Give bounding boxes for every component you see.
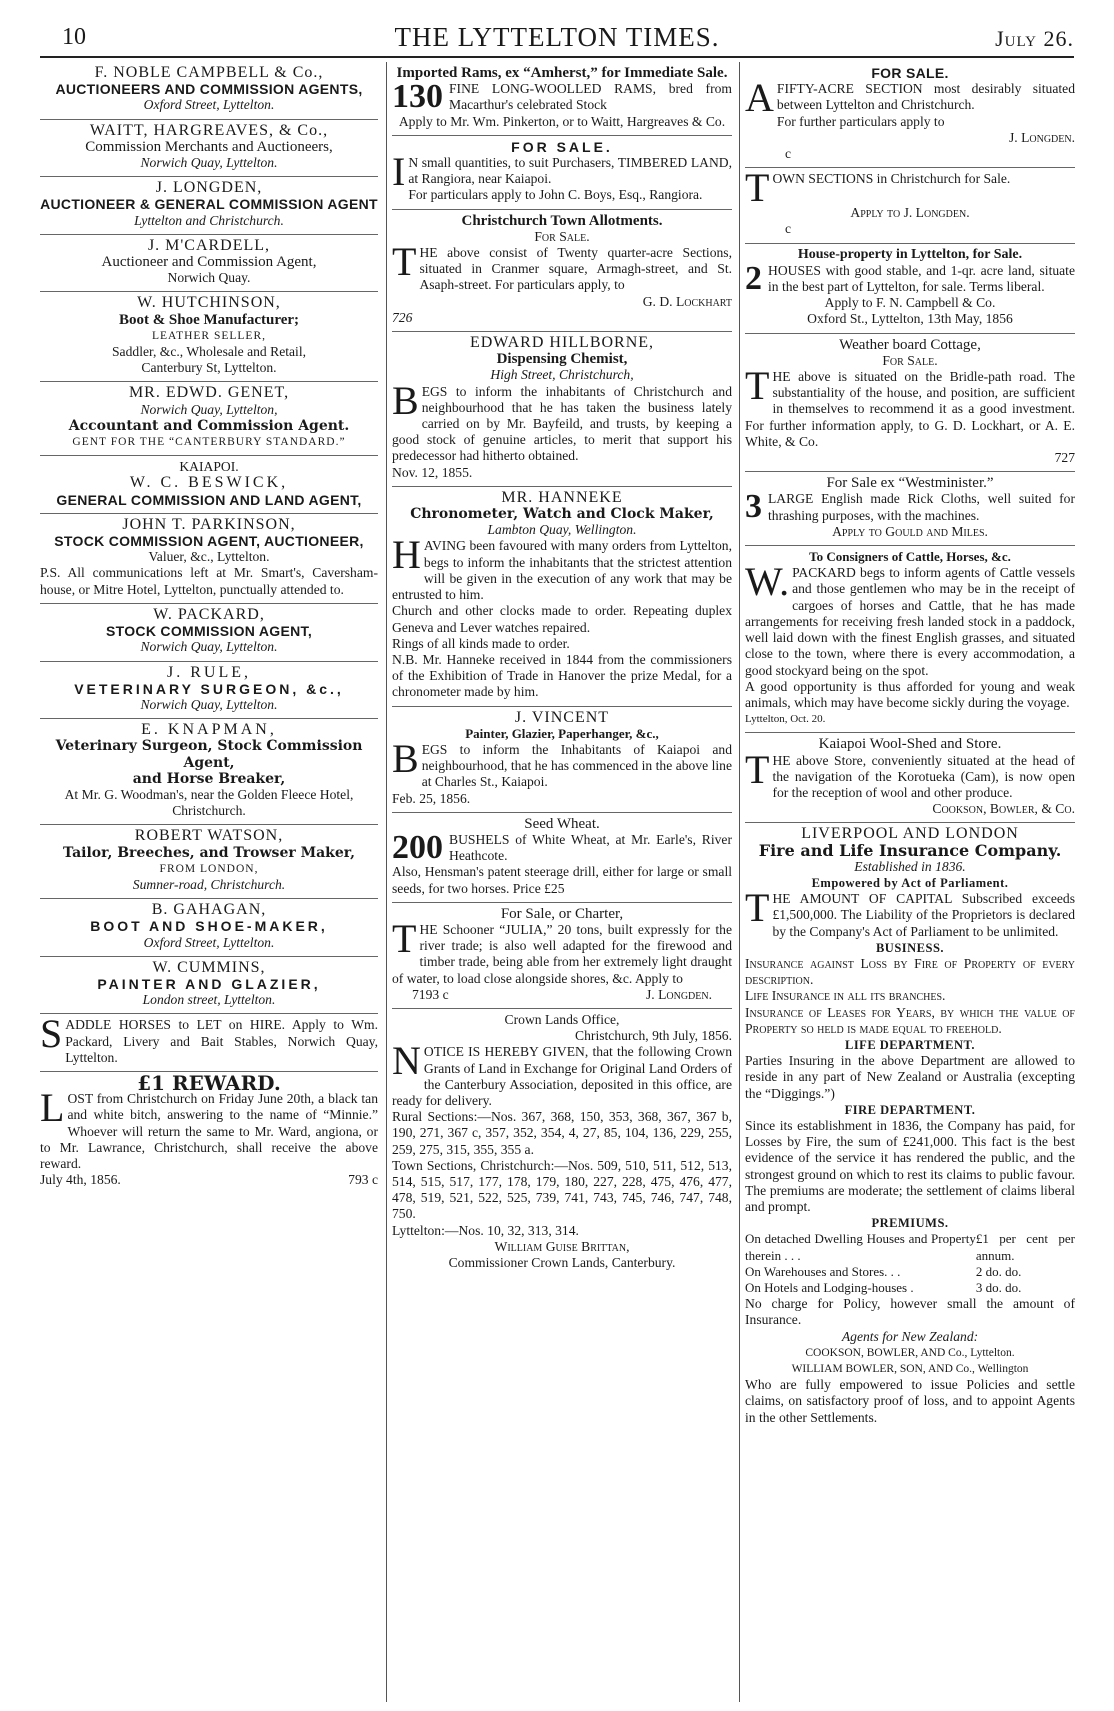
- table-row: [745, 1264, 1075, 1280]
- ad-heading: FOR SALE.: [511, 138, 613, 155]
- ad-name: J. VINCENT: [514, 708, 610, 726]
- ad-body: P.S. All communications left at Mr. Smart's, Caversham-house, or Mitre Hotel, Lyttelton, punctually attended to.: [40, 565, 378, 597]
- ad-number: 726: [392, 309, 413, 325]
- ad-apply: Apply to J. Longden.: [850, 205, 970, 221]
- ad-body: W.PACKARD begs to inform agents of Cattle vessels and those gentlemen who may be in the receipt of cargoes of horses and Cattle, that he has made arrangements for receiving fresh landed stock in a paddock, well laid down with the finest English grasses, and situated close to the town, where there is every accommodation, a good stockyard being on the spot.: [745, 559, 1075, 678]
- ad-name: W. C. BESWICK,: [129, 474, 289, 492]
- column-1: [40, 62, 378, 1193]
- ad-role: Tailor, Breeches, and Trowser Maker,: [62, 844, 356, 861]
- ad-subheading: BUSINESS.: [875, 940, 945, 955]
- premium-rate: £1 per cent per annum.: [975, 1231, 1075, 1263]
- ad-body: FINE LONG-WOOLLED RAMS, bred from Macarthur's celebrated Stock: [449, 81, 732, 113]
- ad-rams: [392, 62, 732, 136]
- ad-line: LEATHER SELLER,: [151, 329, 267, 342]
- ad-bignum: 200: [392, 828, 443, 866]
- ad-apply: For particulars apply to John C. Boys, Esq., Rangiora.: [408, 187, 703, 203]
- ad-name: J. M'CARDELL,: [147, 236, 271, 254]
- ad-name: MR. EDWD. GENET,: [128, 384, 290, 402]
- ad-insurance: [745, 823, 1075, 1431]
- ad-body: No charge for Policy, however small the amount of Insurance.: [745, 1296, 1075, 1328]
- ad-body: THE above is situated on the Bridle-path road. The substantiality of the house, and position, are sufficient in themselves to recommend it as a good investment. For further information apply, to G. D. Lockhart, or A. E. White, & Co.: [745, 363, 1075, 449]
- ad-address: Norwich Quay.: [167, 270, 251, 286]
- ad-body: BEGS to inform the inhabitants of Christchurch and neighbourhood that he has taken the business lately carried on by Mr. Bayfeild, and trusts, by keeping a good stock of genuine articles, to merit that support his predecessor had hitherto obtained.: [392, 377, 732, 464]
- ad-role: VETERINARY SURGEON, &c.,: [74, 680, 344, 697]
- ad-sub: For Sale.: [534, 228, 590, 244]
- premium-item: On Hotels and Lodging-houses .: [745, 1280, 914, 1296]
- ad-timbered-land: [392, 136, 732, 210]
- ad-name: W. CUMMINS,: [152, 958, 266, 976]
- ad-body: TOWN SECTIONS in Christchurch for Sale.: [745, 165, 1011, 211]
- ad-body: AFIFTY-ACRE SECTION most desirably situated between Lyttelton and Christchurch.: [745, 75, 1075, 121]
- ad-body: A good opportunity is thus afforded for young and weak animals, which may have become sickly during the voyage.: [745, 678, 1075, 710]
- premium-rate: 3 do. do.: [975, 1280, 1022, 1296]
- ad-body: Lyttelton:—Nos. 10, 32, 313, 314.: [392, 1222, 579, 1238]
- ad-address: Norwich Quay, Lyttelton.: [140, 696, 278, 712]
- ad-body: LARGE English made Rick Cloths, well suited for thrashing purposes, with the machines.: [768, 491, 1075, 523]
- ad-bignum: 3: [745, 488, 762, 526]
- ad-subheading: PREMIUMS.: [871, 1216, 949, 1231]
- ad-body: Church and other clocks made to order. Repeating duplex Geneva and Lever watches repaired.: [392, 603, 732, 635]
- table-row: [745, 1280, 1075, 1296]
- page-number: 10: [62, 24, 86, 50]
- ad-bignum: 2: [745, 259, 762, 297]
- ad-date: Christchurch, 9th July, 1856.: [575, 1028, 732, 1044]
- ad-line: Established in 1836.: [854, 858, 966, 874]
- ad-body: Life Insurance in all its branches.: [745, 988, 946, 1004]
- ad-body: Who are fully empowered to issue Policies and settle claims, on satisfactory proof of loss, and to appoint Agents in the other Settlements.: [745, 1377, 1075, 1425]
- ad-genet: [40, 382, 378, 456]
- ad-number: 793 c: [348, 1172, 378, 1188]
- masthead-rule: [40, 56, 1074, 58]
- ad-mcardell: [40, 235, 378, 293]
- column-rule-2: [739, 62, 740, 1702]
- ad-line: GENT FOR THE “CANTERBURY STANDARD.”: [72, 436, 346, 449]
- ad-address: Lambton Quay, Wellington.: [487, 522, 637, 538]
- ad-body: BUSHELS of White Wheat, at Mr. Earle's, River Heathcote.: [449, 831, 732, 864]
- ad-address: Sumner-road, Christchurch.: [132, 876, 286, 892]
- ad-rule: [40, 662, 378, 720]
- ad-cummins: [40, 957, 378, 1015]
- ad-agent: COOKSON, BOWLER, AND Co., Lyttelton.: [805, 1346, 1015, 1359]
- ad-role: STOCK COMMISSION AGENT, AUCTIONEER,: [54, 533, 364, 550]
- ad-mark: c: [785, 221, 792, 237]
- ad-body: Town Sections, Christchurch:—Nos. 509, 510, 511, 512, 513, 514, 515, 517, 177, 178, 179, 180, 227, 228, 475, 476, 477, 478, 519, 521, 522, 525, 739, 741, 743, 745, 746, 747, 748, 750.: [392, 1157, 732, 1222]
- ad-body: Parties Insuring in the above Department are allowed to reside in any part of New Zealand or Australia (excepting the “Diggings.”): [745, 1053, 1075, 1101]
- ad-body: THE above Store, conveniently situated at the head of the navigation of the Korotueka (Cam), is now open for the reception of wool and other produce.: [745, 746, 1075, 800]
- premium-rate: 2 do. do.: [975, 1263, 1022, 1279]
- ad-heading: £1 REWARD.: [137, 1070, 281, 1095]
- ad-body: THE AMOUNT OF CAPITAL Subscribed exceeds £1,500,000. The Liability of the Proprietors is declared by the Company's Act of Parliament to be unlimited.: [745, 885, 1075, 939]
- ad-line: Empowered by Act of Parliament.: [811, 875, 1009, 890]
- ad-heading: Imported Rams, ex “Amherst,” for Immediate Sale.: [396, 65, 728, 81]
- ad-westminster: [745, 472, 1075, 546]
- ad-parkinson: [40, 514, 378, 604]
- ad-woolshed: [745, 733, 1075, 823]
- ad-town-sections: [745, 165, 1075, 243]
- ad-body: THE above consist of Twenty quarter-acre Sections, situated in Cranmer square, Armagh-street, and St. Asaph-street. For particulars apply, to: [392, 239, 732, 293]
- ad-body: SADDLE HORSES to LET on HIRE. Apply to Wm. Packard, Livery and Bait Stables, Norwich Quay, Lyttelton.: [40, 1011, 378, 1065]
- ad-gahagan: [40, 899, 378, 957]
- ad-body: Insurance against Loss by Fire of Property of every description.: [745, 955, 1075, 988]
- ad-body: BEGS to inform the Inhabitants of Kaiapoi and neighbourhood, that he has commenced in the above line at Charles St., Kaiapoi.: [392, 735, 732, 790]
- ad-vincent: [392, 707, 732, 813]
- ad-campbell: [40, 62, 378, 120]
- ad-consigners: [745, 546, 1075, 733]
- ad-address: Norwich Quay, Lyttelton,: [140, 401, 278, 417]
- ad-date: Lyttelton, Oct. 20.: [745, 713, 826, 726]
- ad-heading: Kaiapoi Wool-Shed and Store.: [818, 736, 1002, 753]
- ad-line: FROM LONDON,: [159, 862, 259, 875]
- ad-date: Nov. 12, 1855.: [392, 464, 473, 480]
- ad-date: July 4th, 1856.: [40, 1172, 121, 1188]
- ad-footer: [40, 1172, 378, 1188]
- ad-role: BOOT AND SHOE-MAKER,: [90, 918, 328, 935]
- ad-address: Norwich Quay, Lyttelton.: [140, 639, 278, 655]
- column-2: [392, 62, 732, 1276]
- ad-body: HAVING been favoured with many orders from Lyttelton, begs to inform the inhabitants that the strictest attention will be given in the execution of any work that may be entrusted to him.: [392, 532, 732, 603]
- ad-body: LOST from Christchurch on Friday June 20th, a black tan and white bitch, answering to the name of “Minnie.” Whoever will return the same to Mr. Ward, angiona, or to Mr. Lawrance, Christchurch, shall receive the above reward.: [40, 1085, 378, 1171]
- ad-hanneke: [392, 487, 732, 707]
- ad-sign: J. Longden.: [645, 986, 712, 1002]
- ad-name: W. HUTCHINSON,: [137, 294, 281, 312]
- ad-apply: Apply to Mr. Wm. Pinkerton, or to Waitt, Hargreaves & Co.: [398, 113, 726, 129]
- ad-subheading: FIRE DEPARTMENT.: [844, 1102, 976, 1117]
- ad-body: HOUSES with good stable, and 1-qr. acre land, situate in the best part of Lyttelton, for sale. Terms liberal.: [768, 262, 1075, 295]
- ad-heading: Seed Wheat.: [524, 815, 600, 832]
- ad-role: Chronometer, Watch and Clock Maker,: [410, 506, 714, 523]
- ad-apply: For further particulars apply to: [776, 113, 945, 129]
- ad-heading: For Sale, or Charter,: [500, 905, 624, 922]
- ad-bignum: 130: [392, 78, 443, 116]
- ad-apply: Apply to F. N. Campbell & Co.: [824, 295, 996, 311]
- ad-name: WAITT, HARGREAVES, & Co.,: [89, 121, 329, 139]
- ad-heading: House-property in Lyttelton, for Sale.: [797, 246, 1023, 262]
- ad-sign: William Guise Brittan,: [494, 1238, 630, 1254]
- ad-role: Veterinary Surgeon, Stock Commission Agent,: [55, 738, 363, 771]
- ad-place: KAIAPOI.: [179, 459, 239, 475]
- ad-reward: [40, 1072, 378, 1193]
- ad-body: Rings of all kinds made to order.: [392, 635, 570, 651]
- ad-address: Oxford Street, Lyttelton.: [143, 97, 275, 113]
- ad-name: ROBERT WATSON,: [134, 827, 284, 845]
- ad-heading: For Sale ex “Westminister.”: [826, 475, 994, 492]
- ad-office: Crown Lands Office,: [504, 1011, 620, 1027]
- ad-body: N.B. Mr. Hanneke received in 1844 from the commissioners of the Exhibition of Trade in Hanover the prize Medal, for a chronometer made by him.: [392, 651, 732, 700]
- ad-role: Accountant and Commission Agent.: [68, 417, 350, 434]
- ad-line: Agents for New Zealand:: [841, 1328, 979, 1344]
- ad-name: E. KNAPMAN,: [141, 721, 277, 739]
- ad-name: MR. HANNEKE: [501, 488, 623, 506]
- ad-body: Since its establishment in 1836, the Company has paid, for Losses by Fire, the sum of £241,000. This fact is the best evidence of the service it has rendered the public, and the strongest ground on which to rest its claims to public favour. The premiums are moderate; the settlement of claims liberal and prompt.: [745, 1117, 1075, 1214]
- ad-fifty-acre: [745, 62, 1075, 168]
- premium-item: On detached Dwelling Houses and Property therein . . .: [745, 1231, 976, 1263]
- ad-role: AUCTIONEER & GENERAL COMMISSION AGENT: [40, 196, 378, 213]
- ad-address: Lyttelton and Christchurch.: [134, 212, 284, 228]
- ad-crown-lands: [392, 1009, 732, 1276]
- ad-heading: Weather board Cottage,: [839, 336, 981, 353]
- ad-sign: J. Longden.: [1008, 129, 1075, 145]
- ad-heading: FOR SALE.: [871, 65, 949, 81]
- ad-body: THE Schooner “JULIA,” 20 tons, built expressly for the river trade; is also well adapted for the firewood and timber trade, being able from her extremely light draught of water, to load close alongside shores, &c. Apply to: [392, 915, 732, 986]
- column-3: [745, 62, 1075, 1431]
- masthead: [40, 20, 1074, 60]
- ad-watson: [40, 825, 378, 899]
- table-row: [745, 1231, 1075, 1263]
- ad-mark: c: [785, 146, 792, 162]
- ad-address: Canterbury St, Lyttelton.: [141, 360, 277, 376]
- ad-role: PAINTER AND GLAZIER,: [97, 975, 321, 992]
- newspaper-title: THE LYTTELTON TIMES.: [394, 22, 720, 52]
- ad-hillborne: [392, 332, 732, 487]
- ad-role: Boot & Shoe Manufacturer;: [118, 311, 300, 328]
- ad-body: Rural Sections:—Nos. 367, 368, 150, 353, 368, 367, 367 b, 190, 271, 367 c, 357, 352, 354, 4, 27, 85, 104, 136, 229, 255, 259, 275, 315, 355, 355 a.: [392, 1109, 732, 1157]
- ad-heading: Christchurch Town Allotments.: [461, 212, 663, 229]
- ad-subheading: LIFE DEPARTMENT.: [844, 1037, 976, 1052]
- ad-address: London street, Lyttelton.: [142, 992, 276, 1008]
- ad-name: EDWARD HILLBORNE,: [469, 334, 655, 352]
- ad-role: Commission Merchants and Auctioneers,: [85, 138, 333, 155]
- ad-name: Fire and Life Insurance Company.: [758, 840, 1062, 860]
- ad-hutchinson: [40, 292, 378, 382]
- ad-sign: G. D. Lockhart: [642, 293, 732, 309]
- premium-item: On Warehouses and Stores. . .: [745, 1263, 901, 1279]
- issue-date: July 26.: [995, 26, 1074, 51]
- ad-knapman: [40, 719, 378, 825]
- ad-address: Oxford St., Lyttelton, 13th May, 1856: [807, 311, 1013, 327]
- ad-packard: [40, 604, 378, 662]
- ad-seed-wheat: [392, 813, 732, 903]
- ad-number: 7193 c: [412, 986, 449, 1002]
- ad-date: Feb. 25, 1856.: [392, 790, 471, 806]
- ad-role: Dispensing Chemist,: [496, 351, 628, 368]
- ad-heading: To Consigners of Cattle, Horses, &c.: [809, 549, 1011, 565]
- ad-name: B. GAHAGAN,: [151, 901, 267, 919]
- premiums-table: [745, 1231, 1075, 1296]
- ad-cottage: [745, 334, 1075, 473]
- ad-body: Insurance of Leases for Years, by which the value of Property so held is made equal to freehold.: [745, 1004, 1075, 1036]
- ad-sign: Cookson, Bowler, & Co.: [932, 801, 1075, 817]
- ad-body: IN small quantities, to suit Purchasers, TIMBERED LAND, at Rangiora, near Kaiapoi.: [392, 149, 732, 195]
- ad-name: LIVERPOOL AND LONDON: [801, 825, 1019, 843]
- ad-name: F. NOBLE CAMPBELL & Co.,: [94, 64, 324, 81]
- ad-line: Saddler, &c., Wholesale and Retail,: [112, 344, 306, 360]
- ad-name: JOHN T. PARKINSON,: [122, 515, 296, 533]
- ad-apply: Apply to Gould and Miles.: [832, 523, 988, 539]
- ad-role: and Horse Breaker,: [132, 770, 286, 787]
- ad-address: High Street, Christchurch,: [490, 367, 634, 383]
- ad-sub: For Sale.: [882, 352, 938, 368]
- ad-body: NOTICE IS HEREBY GIVEN, that the following Crown Grants of Land in Exchange for Original Land Orders of the Canterbury Association, deposited in this office, are ready for delivery.: [392, 1038, 732, 1108]
- ad-saddle-horses: [40, 1011, 378, 1072]
- ad-house-property: [745, 244, 1075, 334]
- ad-sign-title: Commissioner Crown Lands, Canterbury.: [448, 1255, 676, 1271]
- ad-beswick: [40, 456, 378, 514]
- ad-name: J. LONGDEN,: [155, 179, 263, 197]
- ad-role: Auctioneer and Commission Agent,: [101, 254, 317, 271]
- ad-role: AUCTIONEERS AND COMMISSION AGENTS,: [55, 81, 363, 98]
- ad-line: Valuer, &c., Lyttelton.: [148, 549, 270, 565]
- ad-address: Oxford Street, Lyttelton.: [143, 934, 275, 950]
- ad-role: Painter, Glazier, Paperhanger, &c.,: [465, 725, 659, 741]
- ad-name: W. PACKARD,: [153, 605, 265, 623]
- ad-footer: [392, 987, 732, 1003]
- ad-number: 727: [1054, 450, 1075, 466]
- column-rule-1: [386, 62, 387, 1702]
- ad-waitt: [40, 120, 378, 178]
- ad-agent: WILLIAM BOWLER, SON, AND Co., Wellington: [791, 1363, 1029, 1376]
- ad-name: J. RULE,: [167, 663, 251, 681]
- ad-address: At Mr. G. Woodman's, near the Golden Fleece Hotel, Christchurch.: [64, 786, 354, 819]
- ad-role: GENERAL COMMISSION AND LAND AGENT,: [56, 491, 362, 508]
- ad-role: STOCK COMMISSION AGENT,: [105, 623, 313, 640]
- ad-body: Also, Hensman's patent steerage drill, either for large or small seeds, for two horses. Price £25: [392, 864, 732, 896]
- ad-address: Norwich Quay, Lyttelton.: [140, 155, 278, 171]
- ad-julia: [392, 903, 732, 1009]
- ad-longden: [40, 177, 378, 235]
- ad-town-allotments: [392, 210, 732, 332]
